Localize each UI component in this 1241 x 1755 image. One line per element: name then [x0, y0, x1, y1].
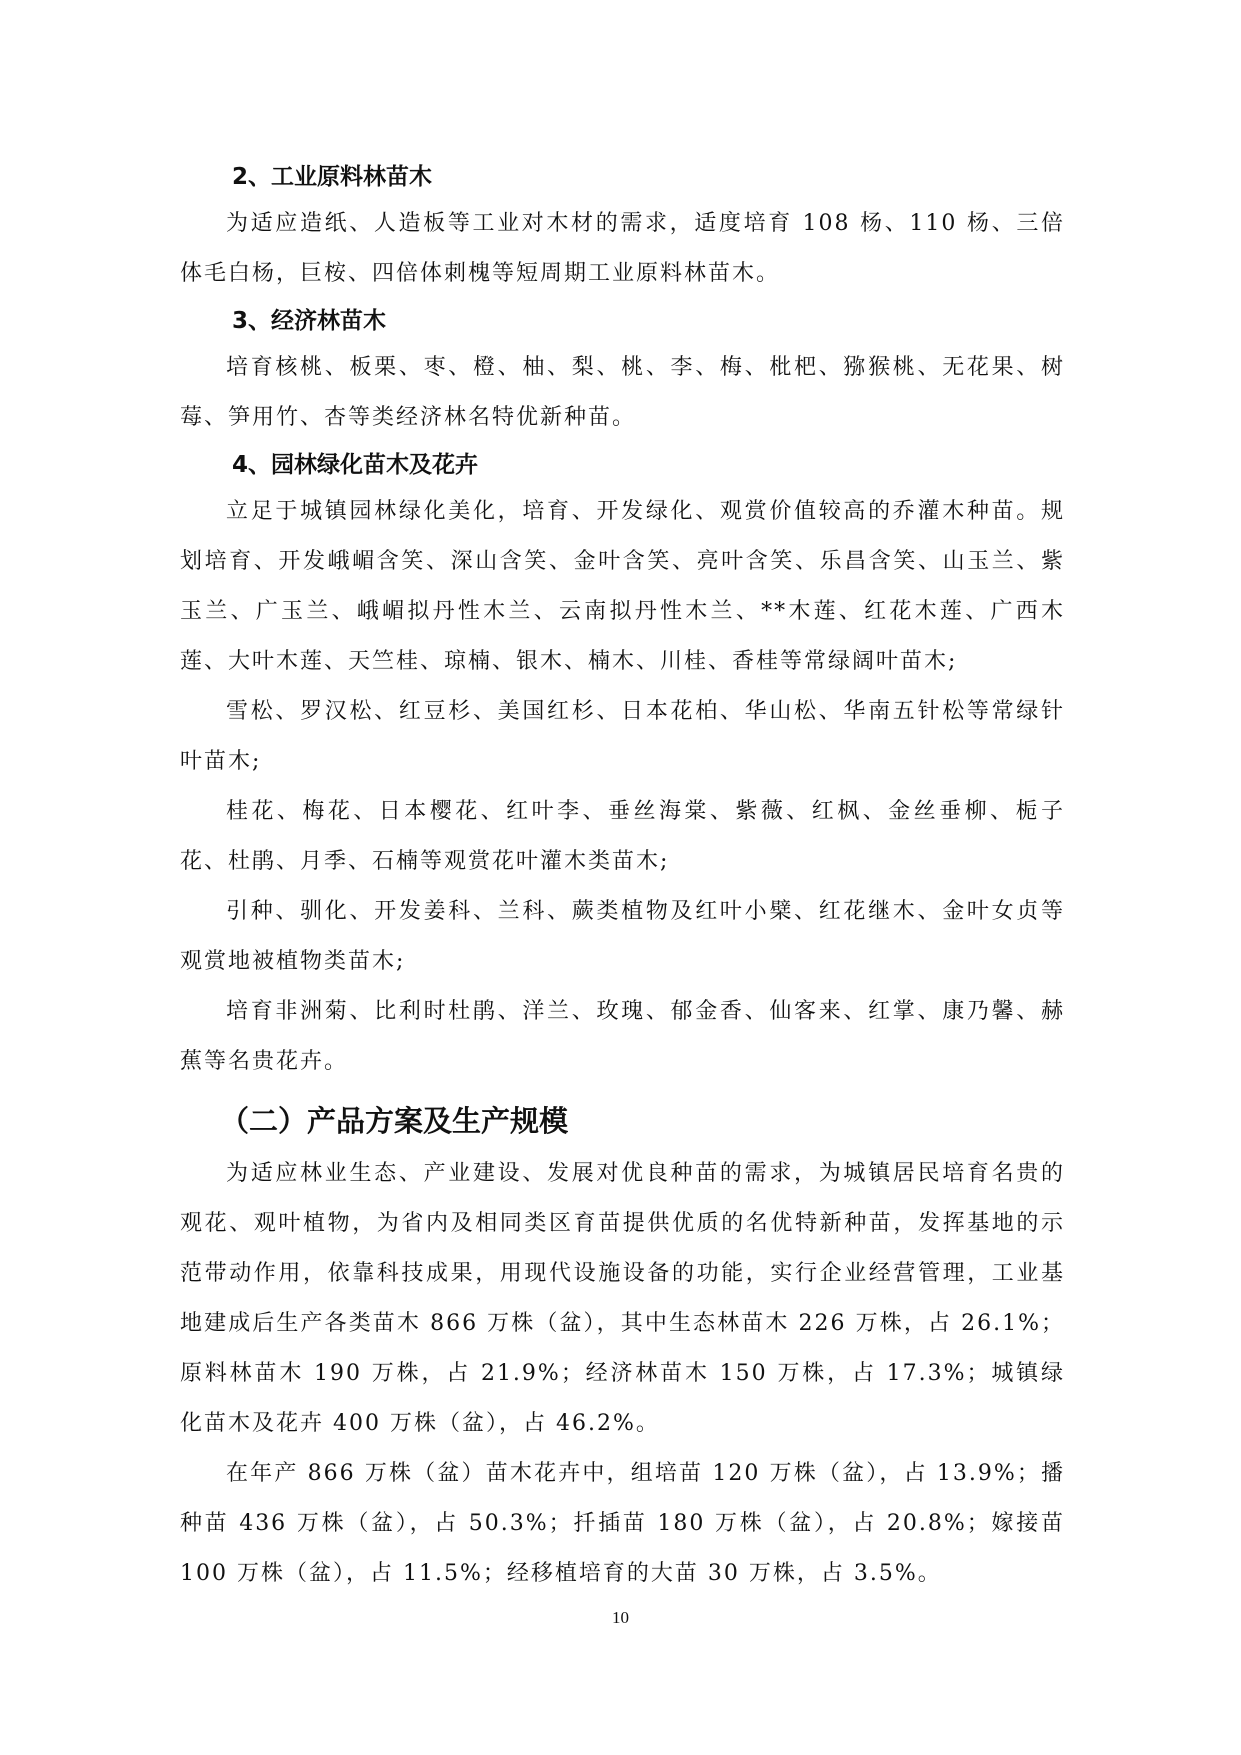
- paragraph: 在年产 866 万株（盆）苗木花卉中，组培苗 120 万株（盆），占 13.9%；播种苗 436 万株（盆），占 50.3%；扦插苗 180 万株（盆），占 20.8%；嫁接苗 100 万株（盆），占 11.5%；经移植培育的大苗 30 万株，占 3.5%。: [180, 1461, 1065, 1586]
- section-heading-landscape-flowers: 4、园林绿化苗木及花卉: [232, 452, 479, 478]
- section-heading-economic-forest: 3、经济林苗木: [232, 308, 387, 334]
- page-number: 10: [612, 1608, 629, 1627]
- paragraph: 培育核桃、板栗、枣、橙、柚、梨、桃、李、梅、枇杷、猕猴桃、无花果、树莓、笋用竹、杏等类经济林名特优新种苗。: [180, 355, 1065, 430]
- page-body: [180, 155, 1065, 1599]
- paragraph: 为适应造纸、人造板等工业对木材的需求，适度培育 108 杨、110 杨、三倍体毛白杨，巨桉、四倍体刺槐等短周期工业原料林苗木。: [180, 211, 1065, 286]
- paragraph: 培育非洲菊、比利时杜鹃、洋兰、玫瑰、郁金香、仙客来、红掌、康乃馨、赫蕉等名贵花卉。: [180, 999, 1065, 1074]
- paragraph: 雪松、罗汉松、红豆杉、美国红杉、日本花柏、华山松、华南五针松等常绿针叶苗木;: [180, 699, 1065, 774]
- paragraph: 引种、驯化、开发姜科、兰科、蕨类植物及红叶小檗、红花继木、金叶女贞等观赏地被植物类苗木;: [180, 899, 1065, 974]
- paragraph: 立足于城镇园林绿化美化，培育、开发绿化、观赏价值较高的乔灌木种苗。规划培育、开发峨嵋含笑、深山含笑、金叶含笑、亮叶含笑、乐昌含笑、山玉兰、紫玉兰、广玉兰、峨嵋拟丹性木兰、云南拟丹性木兰、**木莲、红花木莲、广西木莲、大叶木莲、天竺桂、琼楠、银木、楠木、川桂、香桂等常绿阔叶苗木;: [180, 499, 1065, 674]
- paragraph: 为适应林业生态、产业建设、发展对优良种苗的需求，为城镇居民培育名贵的观花、观叶植物，为省内及相同类区育苗提供优质的名优特新种苗，发挥基地的示范带动作用，依靠科技成果，用现代设施设备的功能，实行企业经营管理，工业基地建成后生产各类苗木 866 万株（盆），其中生态林苗木 226 万株，占 26.1%；原料林苗木 190 万株，占 21.9%；经济林苗木 150 万株，占 17.3%；城镇绿化苗木及花卉 400 万株（盆），占 46.2%。: [180, 1161, 1065, 1436]
- chapter-heading-product-plan: （二）产品方案及生产规模: [220, 1104, 569, 1138]
- section-heading-industrial-timber: 2、工业原料林苗木: [232, 164, 433, 190]
- paragraph: 桂花、梅花、日本樱花、红叶李、垂丝海棠、紫薇、红枫、金丝垂柳、栀子花、杜鹃、月季、石楠等观赏花叶灌木类苗木;: [180, 799, 1065, 874]
